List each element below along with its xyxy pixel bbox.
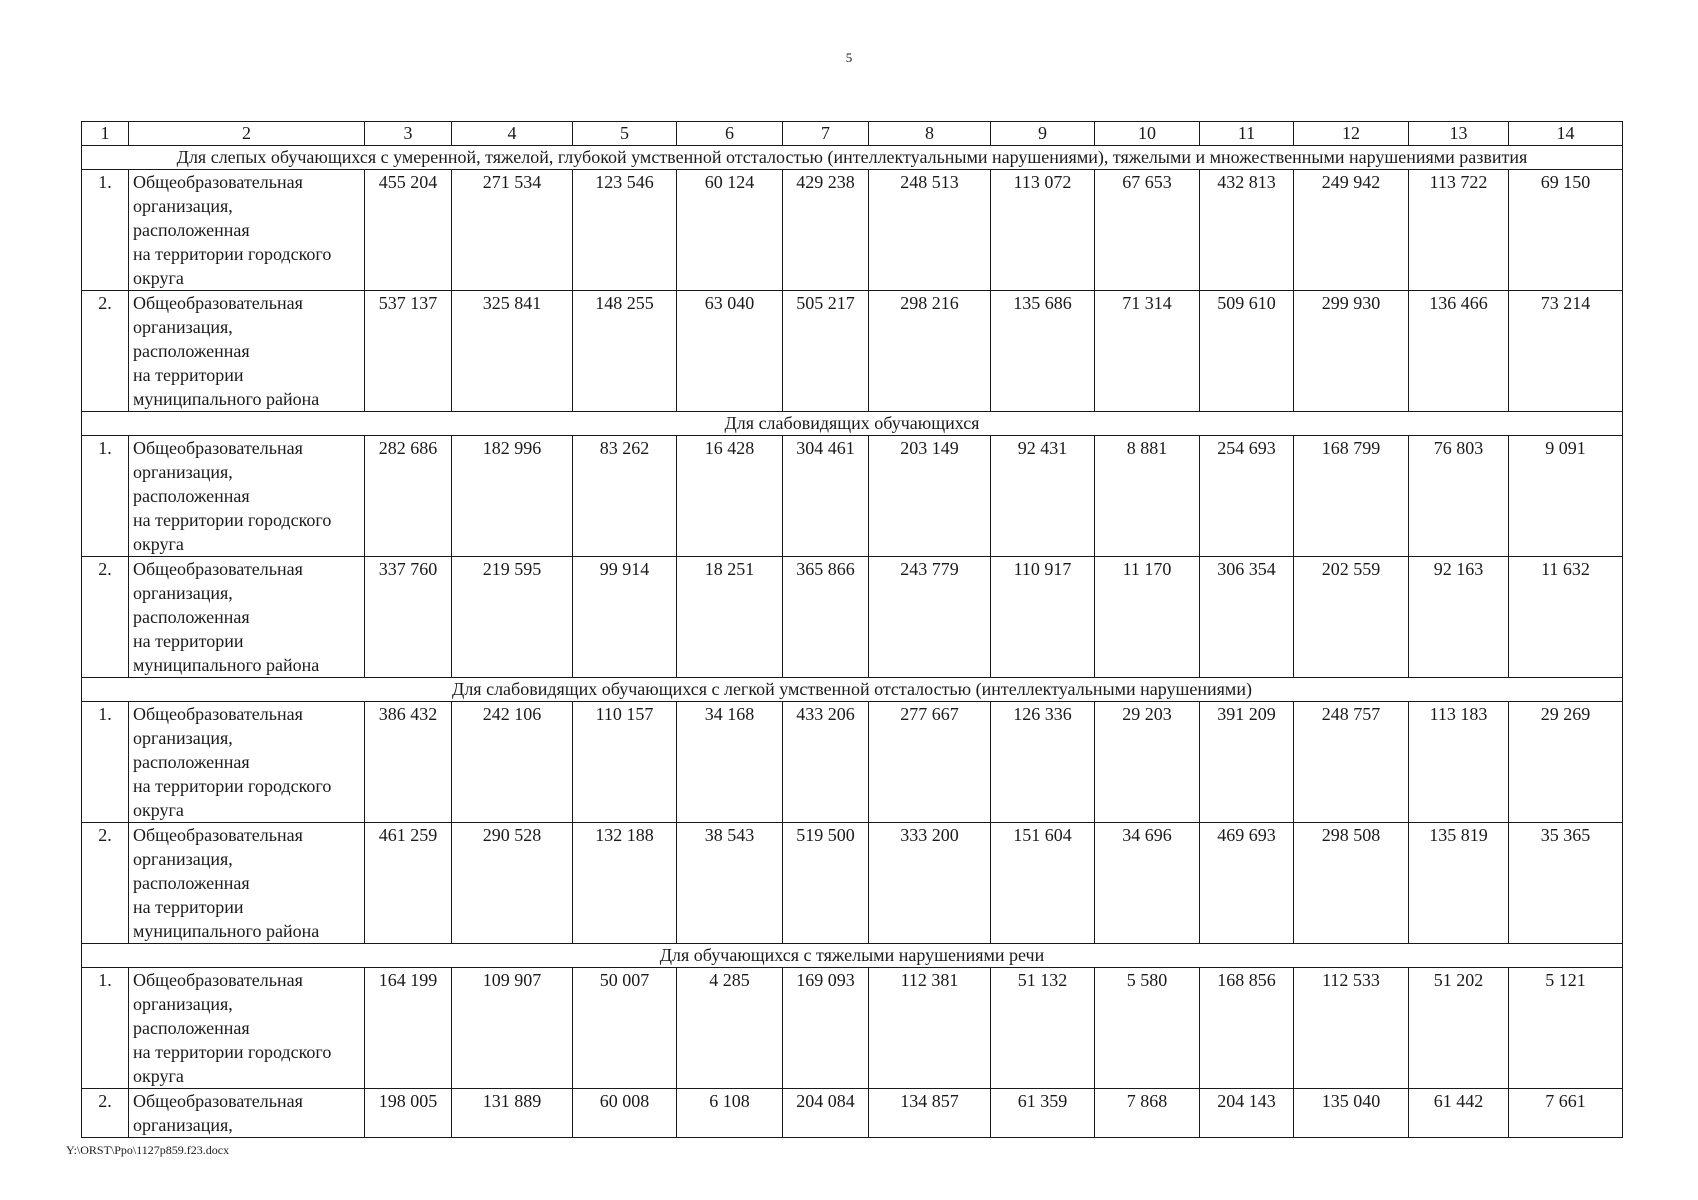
value-cell: 386 432 [365,702,452,823]
row-index: 1. [82,170,129,291]
section-title: Для обучающихся с тяжелыми нарушениями речи [82,944,1623,968]
row-index: 2. [82,823,129,944]
data-table [81,121,1623,1138]
value-cell: 204 084 [783,1089,869,1138]
value-cell: 169 093 [783,968,869,1089]
organization-name: Общеобразовательная организация, расположенная на территории городского округа [129,968,365,1089]
value-cell: 135 819 [1409,823,1509,944]
value-cell: 365 866 [783,557,869,678]
value-cell: 126 336 [991,702,1095,823]
value-cell: 306 354 [1200,557,1294,678]
value-cell: 298 216 [869,291,991,412]
value-cell: 135 040 [1294,1089,1409,1138]
value-cell: 271 534 [452,170,573,291]
value-cell: 432 813 [1200,170,1294,291]
value-cell: 433 206 [783,702,869,823]
value-cell: 132 188 [573,823,677,944]
table-row [82,170,1623,291]
value-cell: 67 653 [1095,170,1200,291]
page-number: 5 [845,50,853,65]
value-cell: 83 262 [573,436,677,557]
row-index: 2. [82,1089,129,1138]
value-cell: 198 005 [365,1089,452,1138]
value-cell: 243 779 [869,557,991,678]
value-cell: 333 200 [869,823,991,944]
row-index: 1. [82,968,129,1089]
value-cell: 519 500 [783,823,869,944]
value-cell: 248 513 [869,170,991,291]
section-header-row [82,944,1623,968]
table-row [82,436,1623,557]
column-number-cell: 2 [129,122,365,146]
organization-name: Общеобразовательная организация, расположенная на территории городского округа [129,702,365,823]
value-cell: 8 881 [1095,436,1200,557]
value-cell: 11 632 [1509,557,1623,678]
column-number-cell: 10 [1095,122,1200,146]
column-number-cell: 7 [783,122,869,146]
table-row [82,557,1623,678]
column-number-cell: 5 [573,122,677,146]
organization-name: Общеобразовательная организация, расположенная на территории муниципального района [129,557,365,678]
value-cell: 9 091 [1509,436,1623,557]
table-row [82,702,1623,823]
value-cell: 135 686 [991,291,1095,412]
table-body [82,122,1623,1138]
value-cell: 509 610 [1200,291,1294,412]
value-cell: 99 914 [573,557,677,678]
value-cell: 6 108 [677,1089,783,1138]
value-cell: 38 543 [677,823,783,944]
value-cell: 298 508 [1294,823,1409,944]
value-cell: 131 889 [452,1089,573,1138]
value-cell: 76 803 [1409,436,1509,557]
value-cell: 5 121 [1509,968,1623,1089]
organization-name: Общеобразовательная организация, расположенная на территории городского округа [129,170,365,291]
value-cell: 304 461 [783,436,869,557]
value-cell: 34 696 [1095,823,1200,944]
section-header-row [82,146,1623,170]
section-title: Для слабовидящих обучающихся [82,412,1623,436]
column-number-cell: 9 [991,122,1095,146]
table-row [82,291,1623,412]
footer-file-path: Y:\ORST\Ppo\1127p859.f23.docx [66,1143,230,1157]
value-cell: 282 686 [365,436,452,557]
column-number-cell: 4 [452,122,573,146]
value-cell: 325 841 [452,291,573,412]
column-number-cell: 11 [1200,122,1294,146]
value-cell: 429 238 [783,170,869,291]
value-cell: 168 856 [1200,968,1294,1089]
value-cell: 277 667 [869,702,991,823]
row-index: 1. [82,702,129,823]
value-cell: 92 163 [1409,557,1509,678]
value-cell: 134 857 [869,1089,991,1138]
organization-name: Общеобразовательная организация, [129,1089,365,1138]
column-number-cell: 1 [82,122,129,146]
column-number-cell: 3 [365,122,452,146]
row-index: 1. [82,436,129,557]
value-cell: 113 722 [1409,170,1509,291]
organization-name: Общеобразовательная организация, расположенная на территории городского округа [129,436,365,557]
column-number-row [82,122,1623,146]
value-cell: 29 203 [1095,702,1200,823]
value-cell: 35 365 [1509,823,1623,944]
value-cell: 34 168 [677,702,783,823]
value-cell: 254 693 [1200,436,1294,557]
column-number-cell: 12 [1294,122,1409,146]
value-cell: 249 942 [1294,170,1409,291]
value-cell: 290 528 [452,823,573,944]
value-cell: 248 757 [1294,702,1409,823]
value-cell: 164 199 [365,968,452,1089]
value-cell: 113 072 [991,170,1095,291]
value-cell: 202 559 [1294,557,1409,678]
table-row [82,1089,1623,1138]
value-cell: 112 381 [869,968,991,1089]
value-cell: 123 546 [573,170,677,291]
value-cell: 4 285 [677,968,783,1089]
column-number-cell: 13 [1409,122,1509,146]
column-number-cell: 6 [677,122,783,146]
value-cell: 92 431 [991,436,1095,557]
value-cell: 29 269 [1509,702,1623,823]
row-index: 2. [82,557,129,678]
value-cell: 505 217 [783,291,869,412]
value-cell: 461 259 [365,823,452,944]
value-cell: 219 595 [452,557,573,678]
value-cell: 110 157 [573,702,677,823]
value-cell: 109 907 [452,968,573,1089]
value-cell: 71 314 [1095,291,1200,412]
value-cell: 455 204 [365,170,452,291]
value-cell: 391 209 [1200,702,1294,823]
value-cell: 61 359 [991,1089,1095,1138]
value-cell: 60 124 [677,170,783,291]
value-cell: 61 442 [1409,1089,1509,1138]
row-index: 2. [82,291,129,412]
value-cell: 7 661 [1509,1089,1623,1138]
organization-name: Общеобразовательная организация, расположенная на территории муниципального района [129,291,365,412]
value-cell: 113 183 [1409,702,1509,823]
value-cell: 168 799 [1294,436,1409,557]
value-cell: 51 202 [1409,968,1509,1089]
table-row [82,968,1623,1089]
value-cell: 242 106 [452,702,573,823]
value-cell: 7 868 [1095,1089,1200,1138]
value-cell: 73 214 [1509,291,1623,412]
value-cell: 203 149 [869,436,991,557]
section-header-row [82,412,1623,436]
section-title: Для слабовидящих обучающихся с легкой умственной отсталостью (интеллектуальными нарушениями) [82,678,1623,702]
value-cell: 110 917 [991,557,1095,678]
value-cell: 60 008 [573,1089,677,1138]
value-cell: 204 143 [1200,1089,1294,1138]
section-title: Для слепых обучающихся с умеренной, тяжелой, глубокой умственной отсталостью (интеллектуальными нарушениями), тяжелыми и множественными нарушениями развития [82,146,1623,170]
column-number-cell: 8 [869,122,991,146]
value-cell: 148 255 [573,291,677,412]
value-cell: 50 007 [573,968,677,1089]
value-cell: 537 137 [365,291,452,412]
value-cell: 299 930 [1294,291,1409,412]
value-cell: 5 580 [1095,968,1200,1089]
section-header-row [82,678,1623,702]
value-cell: 63 040 [677,291,783,412]
table-row [82,823,1623,944]
value-cell: 11 170 [1095,557,1200,678]
value-cell: 18 251 [677,557,783,678]
value-cell: 16 428 [677,436,783,557]
value-cell: 136 466 [1409,291,1509,412]
value-cell: 182 996 [452,436,573,557]
column-number-cell: 14 [1509,122,1623,146]
value-cell: 112 533 [1294,968,1409,1089]
value-cell: 69 150 [1509,170,1623,291]
value-cell: 151 604 [991,823,1095,944]
value-cell: 337 760 [365,557,452,678]
organization-name: Общеобразовательная организация, расположенная на территории муниципального района [129,823,365,944]
value-cell: 51 132 [991,968,1095,1089]
value-cell: 469 693 [1200,823,1294,944]
